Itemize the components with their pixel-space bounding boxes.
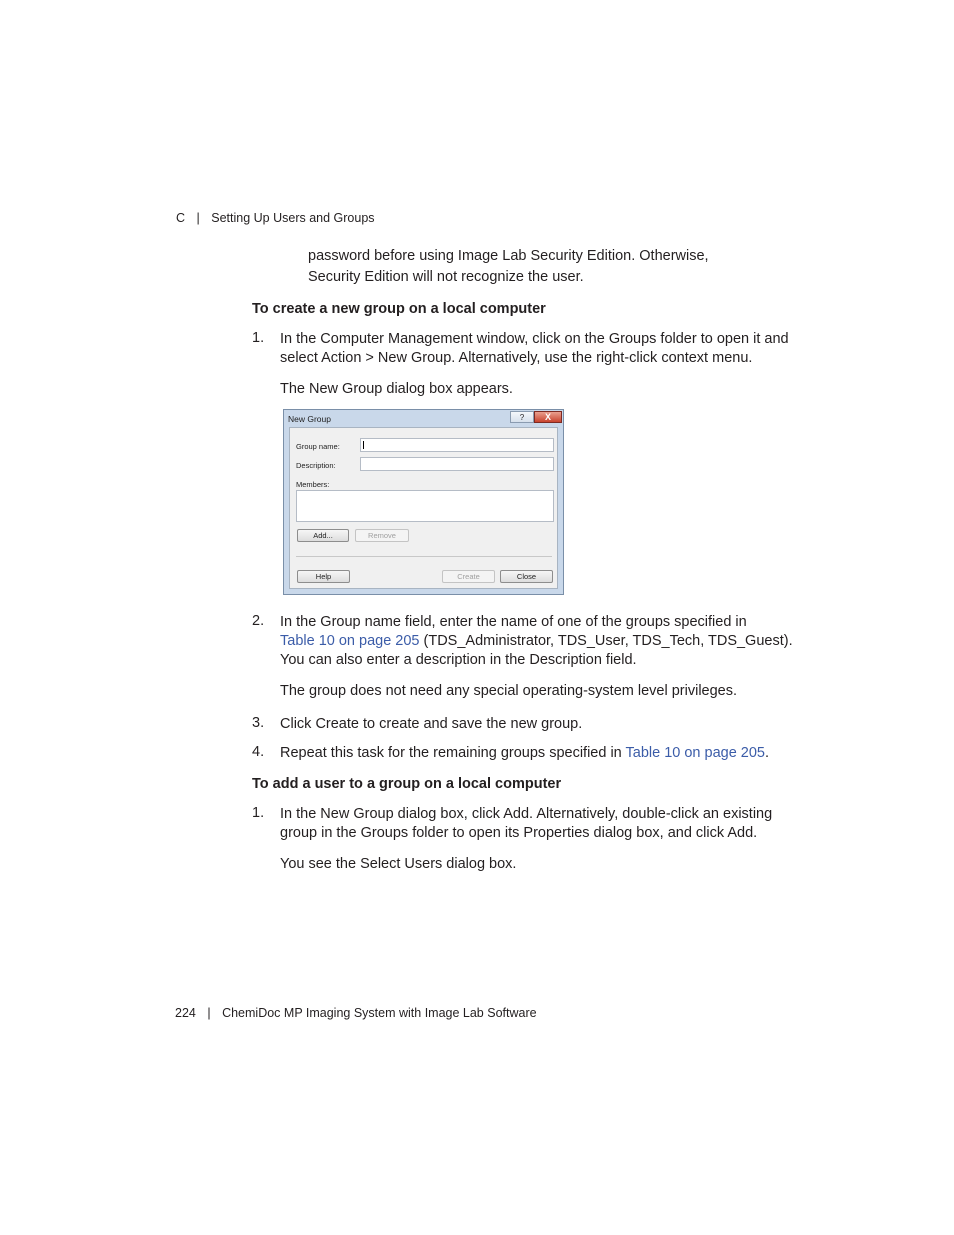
- step4-text-before: Repeat this task for the remaining groups specified in: [280, 745, 626, 761]
- step2-line-3: You can also enter a description in the Description field.: [280, 652, 637, 668]
- section-title: Setting Up Users and Groups: [211, 211, 375, 225]
- members-label: Members:: [296, 480, 330, 489]
- step2-line-2: [280, 632, 793, 651]
- intro-line-1: password before using Image Lab Security Edition. Otherwise,: [308, 248, 709, 264]
- group-name-label: Group name:: [296, 442, 340, 451]
- table-10-link[interactable]: Table 10 on page 205: [625, 745, 766, 761]
- title-help-button[interactable]: ?: [510, 411, 534, 423]
- title-close-button[interactable]: X: [534, 411, 562, 423]
- description-label: Description:: [296, 461, 336, 470]
- intro-line-2: Security Edition will not recognize the user.: [308, 269, 584, 285]
- step-number: 1.: [252, 330, 265, 346]
- page-number: 224: [175, 1006, 196, 1020]
- create-button[interactable]: Create: [442, 570, 495, 583]
- dialog-divider: [296, 556, 552, 557]
- step-number: 1.: [252, 805, 265, 821]
- step-number: 2.: [252, 613, 265, 629]
- section-heading-add-user: To add a user to a group on a local computer: [252, 776, 562, 792]
- step2-note: The group does not need any special operating-system level privileges.: [280, 683, 738, 699]
- text-caret: [363, 441, 364, 449]
- step3-text: Click Create to create and save the new group.: [280, 716, 583, 732]
- step-number: 4.: [252, 744, 265, 760]
- footer-separator: |: [207, 1006, 211, 1020]
- description-input[interactable]: [360, 457, 554, 471]
- step-number: 3.: [252, 715, 265, 731]
- running-header: [176, 211, 375, 225]
- dialog-client-area: [289, 427, 558, 589]
- step1-line-2: select Action > New Group. Alternatively, use the right-click context menu.: [280, 350, 753, 366]
- page-footer: [175, 1006, 537, 1020]
- s2-step1-line-1: In the New Group dialog box, click Add. Alternatively, double-click an existing: [280, 806, 773, 822]
- footer-title: ChemiDoc MP Imaging System with Image Lab Software: [222, 1006, 537, 1020]
- s2-step1-line-2: group in the Groups folder to open its Properties dialog box, and click Add.: [280, 825, 758, 841]
- step1-note: The New Group dialog box appears.: [280, 381, 513, 397]
- step4-text: [280, 744, 769, 763]
- new-group-dialog: [283, 409, 564, 595]
- chapter-letter: C: [176, 211, 186, 225]
- step2-line-1: In the Group name field, enter the name of one of the groups specified in: [280, 614, 747, 630]
- group-name-input[interactable]: [360, 438, 554, 452]
- members-list[interactable]: [296, 490, 554, 522]
- table-10-link[interactable]: Table 10 on page 205: [280, 633, 420, 649]
- help-button[interactable]: Help: [297, 570, 350, 583]
- close-button[interactable]: Close: [500, 570, 553, 583]
- remove-button[interactable]: Remove: [355, 529, 409, 542]
- s2-step1-note: You see the Select Users dialog box.: [280, 856, 517, 872]
- step4-text-after: .: [765, 745, 770, 761]
- step2-line-2-rest: (TDS_Administrator, TDS_User, TDS_Tech, TDS_Guest).: [419, 633, 793, 649]
- add-button[interactable]: Add...: [297, 529, 349, 542]
- header-separator: |: [196, 211, 200, 225]
- dialog-title: New Group: [288, 414, 331, 424]
- section-heading-create-group: To create a new group on a local computer: [252, 301, 546, 317]
- step1-line-1: In the Computer Management window, click on the Groups folder to open it and: [280, 331, 789, 347]
